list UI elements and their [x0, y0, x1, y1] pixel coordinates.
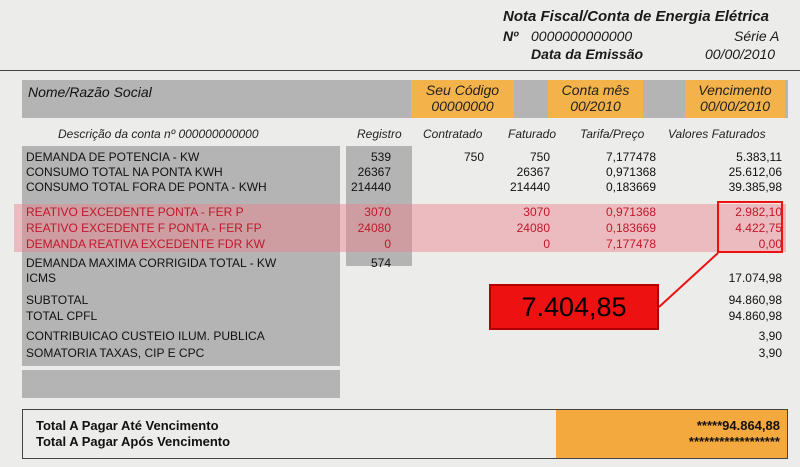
table-row: SUBTOTAL 94.860,98 [26, 293, 782, 307]
sum-callout: 7.404,85 [489, 284, 659, 330]
total-apos-value: ****************** [688, 434, 780, 449]
col-valores: Valores Faturados [668, 127, 766, 141]
table-row: ICMS 17.074,98 [26, 271, 782, 285]
codigo-label: Seu Código [425, 82, 500, 98]
emission-label: Data da Emissão [531, 46, 644, 62]
vencimento-label: Vencimento [698, 82, 772, 98]
col-descricao: Descrição da conta nº 000000000000 [58, 127, 259, 141]
col-tarifa: Tarifa/Preço [580, 127, 645, 141]
client-name-label: Nome/Razão Social [28, 84, 152, 100]
table-row: REATIVO EXCEDENTE PONTA - FER P 3070 3070 0,971368 2.982,10 [26, 205, 782, 219]
emission-date: 00/00/2010 [705, 46, 776, 62]
col-contratado: Contratado [423, 127, 483, 141]
document-title: Nota Fiscal/Conta de Energia Elétrica [503, 8, 769, 25]
table-row: DEMANDA DE POTENCIA - KW 539 750 750 7,177478 5.383,11 [26, 150, 782, 164]
serie-label: Série A [734, 28, 780, 44]
codigo-value: 00000000 [431, 98, 494, 114]
col-registro: Registro [357, 127, 402, 141]
total-ate-value: *****94.864,88 [696, 418, 780, 433]
table-row: REATIVO EXCEDENTE F PONTA - FER FP 24080 24080 0,183669 4.422,75 [26, 221, 782, 235]
table-row: CONTRIBUICAO CUSTEIO ILUM. PUBLICA 3,90 [26, 329, 782, 343]
table-row: SOMATORIA TAXAS, CIP E CPC 3,90 [26, 346, 782, 360]
conta-mes-value: 00/2010 [570, 98, 621, 114]
table-row: CONSUMO TOTAL FORA DE PONTA - KWH 214440 214440 0,183669 39.385,98 [26, 180, 782, 194]
table-row: TOTAL CPFL 94.860,98 [26, 309, 782, 323]
total-ate-label: Total A Pagar Até Vencimento [36, 418, 219, 433]
total-apos-label: Total A Pagar Após Vencimento [36, 434, 231, 449]
number-value: 0000000000000 [531, 28, 633, 44]
vencimento-value: 00/00/2010 [699, 98, 771, 114]
number-label: Nº [503, 28, 519, 44]
col-faturado: Faturado [508, 127, 557, 141]
table-row: DEMANDA MAXIMA CORRIGIDA TOTAL - KW 574 [26, 256, 391, 270]
conta-mes-label: Conta mês [561, 82, 630, 98]
table-row: CONSUMO TOTAL NA PONTA KWH 26367 26367 0,971368 25.612,06 [26, 165, 782, 179]
table-row: DEMANDA REATIVA EXCEDENTE FDR KW 0 0 7,177478 0,00 [26, 237, 782, 251]
